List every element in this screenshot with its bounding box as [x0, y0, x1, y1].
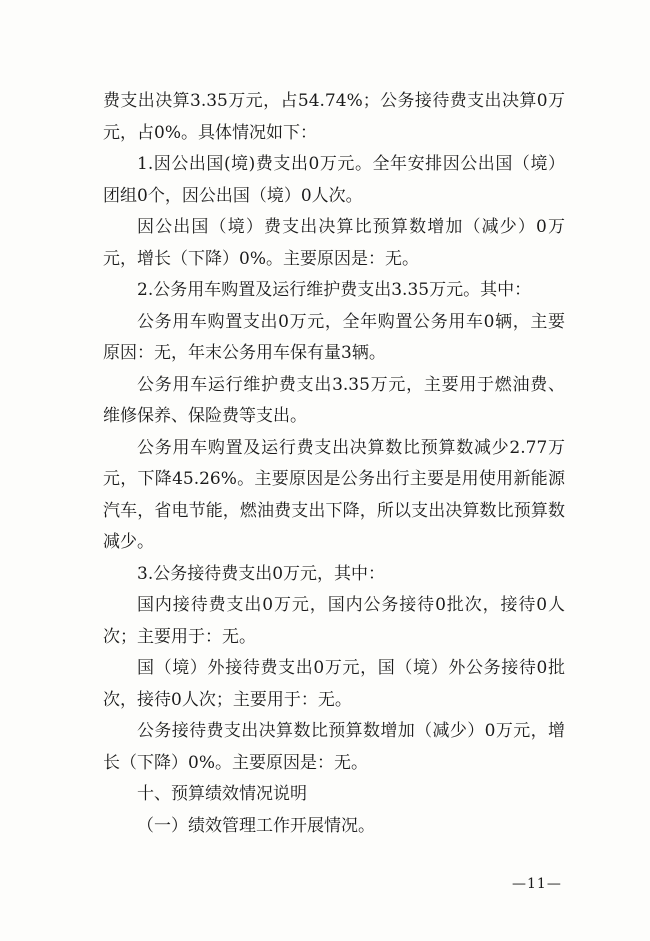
subsection-heading-one: （一）绩效管理工作开展情况。: [137, 815, 375, 836]
paragraph-2: 1.因公出国(境)费支出0万元。全年安排因公出国（境）团组0个，因公出国（境）0人次。: [103, 154, 565, 206]
paragraph-1: 费支出决算3.35万元，占54.74%；公务接待费支出决算0万元，占0%。具体情况如下：: [103, 91, 565, 143]
document-body: [103, 86, 565, 842]
paragraph-9: 国内接待费支出0万元，国内公务接待0批次，接待0人次；主要用于：无。: [103, 595, 565, 647]
paragraph-7: 公务用车购置及运行费支出决算数比预算数减少2.77万元，下降45.26%。主要原因是公务出行主要是用使用新能源汽车，省电节能，燃油费支出下降，所以支出决算数比预算数减少。: [103, 437, 565, 552]
page-number: —11—: [512, 876, 562, 892]
paragraph-5: 公务用车购置支出0万元，全年购置公务用车0辆，主要原因：无，年末公务用车保有量3辆。: [103, 311, 565, 363]
section-heading-ten: 十、预算绩效情况说明: [137, 784, 307, 804]
paragraph-11: 公务接待费支出决算数比预算数增加（减少）0万元，增长（下降）0%。主要原因是：无。: [103, 721, 565, 773]
paragraph-4: 2.公务用车购置及运行维护费支出3.35万元。其中：: [137, 280, 532, 300]
paragraph-10: 国（境）外接待费支出0万元，国（境）外公务接待0批次，接待0人次；主要用于：无。: [103, 658, 565, 710]
paragraph-8: 3.公务接待费支出0万元，其中：: [137, 563, 386, 584]
paragraph-6: 公务用车运行维护费支出3.35万元，主要用于燃油费、维修保养、保险费等支出。: [103, 374, 565, 426]
paragraph-3: 因公出国（境）费支出决算比预算数增加（减少）0万元，增长（下降）0%。主要原因是：无。: [103, 217, 565, 269]
